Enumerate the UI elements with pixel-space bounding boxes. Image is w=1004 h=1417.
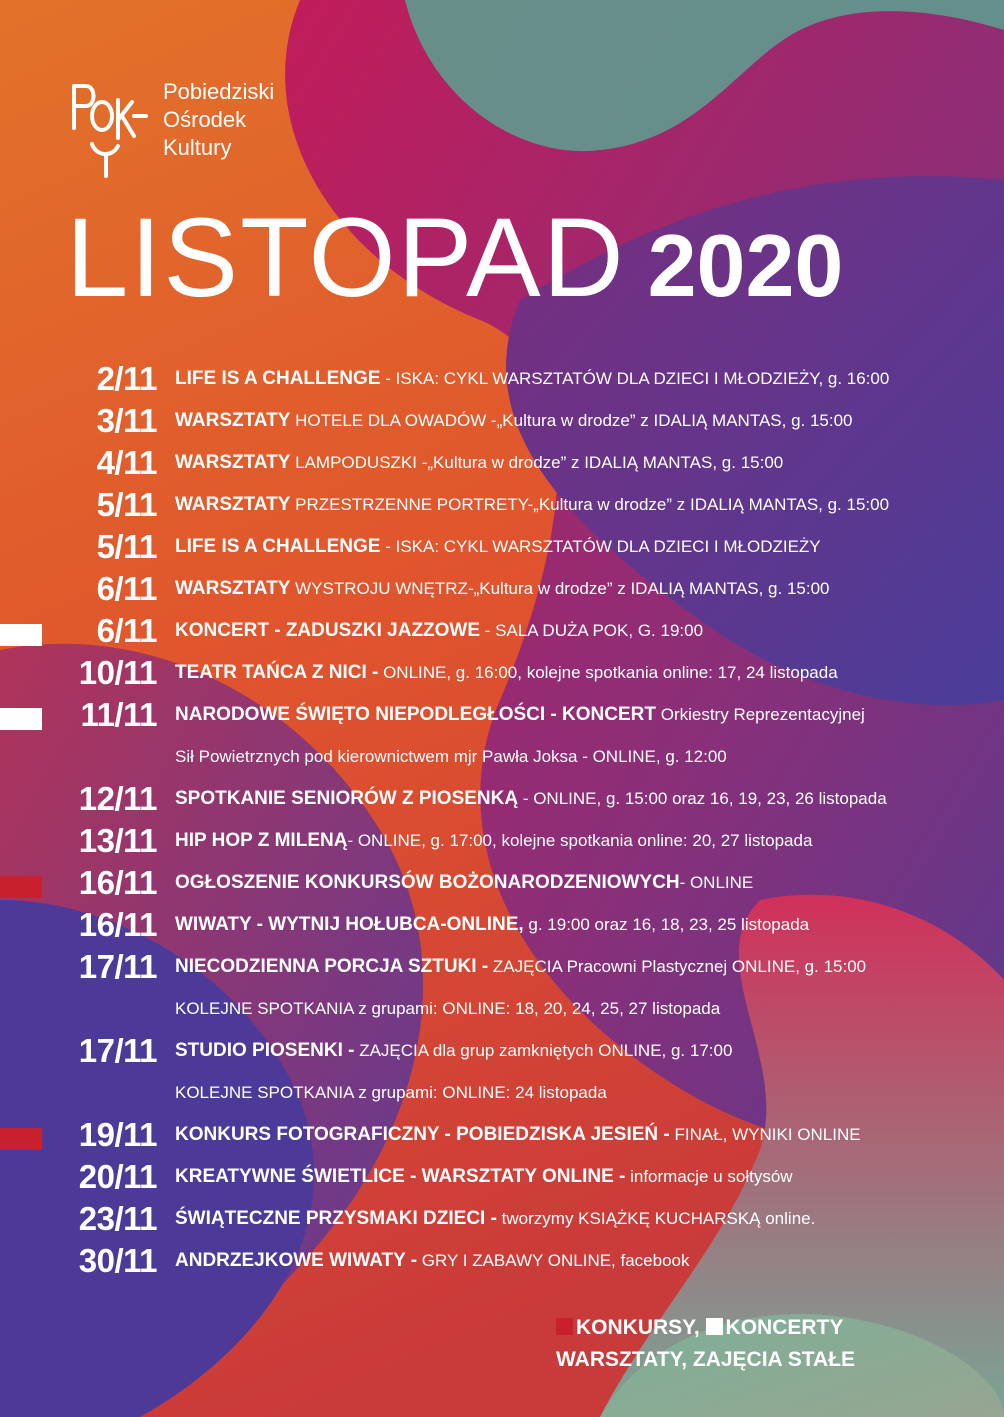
event-details: - ONLINE, g. 17:00, kolejne spotkania online: 20, 27 listopada xyxy=(347,831,813,850)
event-description xyxy=(175,1198,995,1240)
event-row xyxy=(0,694,1004,736)
org-name-line-3: Kultury xyxy=(163,135,232,160)
event-details: FINAŁ, WYNIKI ONLINE xyxy=(669,1125,861,1144)
event-row xyxy=(0,1156,1004,1198)
event-row xyxy=(0,946,1004,988)
event-details: ZAJĘCIA dla grup zamkniętych ONLINE, g. 17:00 xyxy=(354,1041,733,1060)
event-description xyxy=(175,778,995,820)
event-description xyxy=(175,568,995,610)
event-description xyxy=(175,904,995,946)
event-details: ONLINE, g. 16:00, kolejne spotkania online: 17, 24 listopada xyxy=(378,663,838,682)
event-date: 20/11 xyxy=(78,1158,157,1195)
title-year: 2020 xyxy=(647,216,844,315)
event-description xyxy=(175,988,995,1030)
event-date: 5/11 xyxy=(96,528,157,565)
event-details: PRZESTRZENNE PORTRETY-„Kultura w drodze” z IDALIĄ MANTAS, g. 15:00 xyxy=(290,495,890,514)
org-name-line-2: Ośrodek xyxy=(163,107,247,132)
event-title: ŚWIĄTECZNE PRZYSMAKI DZIECI - xyxy=(175,1208,497,1229)
event-row-continuation xyxy=(0,736,1004,778)
event-description xyxy=(175,1240,995,1282)
event-title: KONKURS FOTOGRAFICZNY - POBIEDZISKA JESIEŃ - xyxy=(175,1124,670,1145)
event-date: 5/11 xyxy=(96,486,157,523)
event-title: SPOTKANIE SENIORÓW Z PIOSENKĄ xyxy=(175,788,519,809)
legend-line-2: WARSZTATY, ZAJĘCIA STAŁE xyxy=(556,1348,856,1371)
white-square-icon xyxy=(706,1318,723,1335)
event-date: 6/11 xyxy=(96,612,157,649)
event-details: - SALA DUŻA POK, G. 19:00 xyxy=(480,621,704,640)
event-date: 2/11 xyxy=(96,360,157,397)
event-date: 16/11 xyxy=(78,864,157,901)
org-name-line-1: Pobiedziski xyxy=(163,79,275,104)
legend-koncerty: KONCERTY xyxy=(725,1316,844,1339)
event-row xyxy=(0,778,1004,820)
event-details: tworzymy KSIĄŻKĘ KUCHARSKĄ online. xyxy=(496,1209,816,1228)
event-details: LAMPODUSZKI -„Kultura w drodze” z IDALIĄ MANTAS, g. 15:00 xyxy=(290,453,784,472)
event-date: 11/11 xyxy=(80,696,157,733)
event-description xyxy=(175,946,995,988)
title-month: LISTOPAD xyxy=(66,195,626,320)
event-date: 17/11 xyxy=(78,948,157,985)
event-description xyxy=(175,652,995,694)
event-title: STUDIO PIOSENKI - xyxy=(175,1040,355,1061)
event-details: WYSTROJU WNĘTRZ-„Kultura w drodze” z IDALIĄ MANTAS, g. 15:00 xyxy=(290,579,830,598)
event-description xyxy=(175,1156,995,1198)
event-title: WARSZTATY xyxy=(175,452,291,473)
event-title: WARSZTATY xyxy=(175,410,291,431)
events-list xyxy=(0,358,1004,1282)
concert-marker xyxy=(0,624,42,646)
event-title: NIECODZIENNA PORCJA SZTUKI - xyxy=(175,956,489,977)
contest-marker xyxy=(0,1128,42,1150)
event-description xyxy=(175,610,995,652)
event-date: 3/11 xyxy=(96,402,157,439)
event-date: 10/11 xyxy=(78,654,157,691)
event-details: - ISKA: CYKL WARSZTATÓW DLA DZIECI I MŁODZIEŻY, g. 16:00 xyxy=(380,369,890,388)
event-details: - ONLINE xyxy=(679,873,754,892)
event-details: - ONLINE, g. 15:00 oraz 16, 19, 23, 26 listopada xyxy=(518,789,887,808)
event-description xyxy=(175,358,995,400)
legend-konkursy: KONKURSY, xyxy=(576,1316,700,1339)
event-row-continuation xyxy=(0,988,1004,1030)
event-row xyxy=(0,652,1004,694)
event-title: WARSZTATY xyxy=(175,578,291,599)
event-date: 4/11 xyxy=(96,444,157,481)
event-details: GRY I ZABAWY ONLINE, facebook xyxy=(417,1251,690,1270)
legend xyxy=(556,1312,855,1376)
organization-name xyxy=(163,78,274,162)
event-description xyxy=(175,694,995,736)
event-description xyxy=(175,1072,995,1114)
event-row xyxy=(0,526,1004,568)
event-title: ANDRZEJKOWE WIWATY - xyxy=(175,1250,418,1271)
event-description xyxy=(175,1114,995,1156)
event-row xyxy=(0,904,1004,946)
event-row xyxy=(0,1030,1004,1072)
event-details: - ISKA: CYKL WARSZTATÓW DLA DZIECI I MŁODZIEŻY xyxy=(380,537,821,556)
event-date: 12/11 xyxy=(78,780,157,817)
event-row xyxy=(0,484,1004,526)
event-title: LIFE IS A CHALLENGE xyxy=(175,368,381,389)
event-description xyxy=(175,862,995,904)
event-description xyxy=(175,526,995,568)
event-row xyxy=(0,610,1004,652)
event-date: 17/11 xyxy=(78,1032,157,1069)
event-details: Sił Powietrznych pod kierownictwem mjr Pawła Joksa - ONLINE, g. 12:00 xyxy=(175,747,727,766)
event-row xyxy=(0,442,1004,484)
event-date: 13/11 xyxy=(78,822,157,859)
event-description xyxy=(175,442,995,484)
event-title: OGŁOSZENIE KONKURSÓW BOŻONARODZENIOWYCH xyxy=(175,872,680,893)
event-description xyxy=(175,820,995,862)
event-date: 19/11 xyxy=(78,1116,157,1153)
event-details: g. 19:00 oraz 16, 18, 23, 25 listopada xyxy=(523,915,810,934)
event-title: WARSZTATY xyxy=(175,494,291,515)
event-date: 30/11 xyxy=(78,1242,157,1279)
event-row xyxy=(0,1114,1004,1156)
red-square-icon xyxy=(556,1318,573,1335)
event-title: KONCERT - ZADUSZKI JAZZOWE xyxy=(175,620,481,641)
event-row xyxy=(0,568,1004,610)
event-details: informacje u sołtysów xyxy=(625,1167,793,1186)
event-title: TEATR TAŃCA Z NICI - xyxy=(175,662,379,683)
event-details: ZAJĘCIA Pracowni Plastycznej ONLINE, g. 15:00 xyxy=(488,957,867,976)
event-row xyxy=(0,862,1004,904)
event-title: HIP HOP Z MILENĄ xyxy=(175,830,348,851)
event-date: 6/11 xyxy=(96,570,157,607)
event-row-continuation xyxy=(0,1072,1004,1114)
event-description xyxy=(175,1030,995,1072)
event-row xyxy=(0,358,1004,400)
event-details: HOTELE DLA OWADÓW -„Kultura w drodze” z IDALIĄ MANTAS, g. 15:00 xyxy=(290,411,853,430)
event-details: KOLEJNE SPOTKANIA z grupami: ONLINE: 24 listopada xyxy=(175,1083,607,1102)
event-title: NARODOWE ŚWIĘTO NIEPODLEGŁOŚCI - KONCERT xyxy=(175,704,656,725)
contest-marker xyxy=(0,876,42,898)
event-row xyxy=(0,1198,1004,1240)
concert-marker xyxy=(0,708,42,730)
event-description xyxy=(175,484,995,526)
event-title: LIFE IS A CHALLENGE xyxy=(175,536,381,557)
event-description xyxy=(175,400,995,442)
event-row xyxy=(0,400,1004,442)
event-details: Orkiestry Reprezentacyjnej xyxy=(656,705,865,724)
event-row xyxy=(0,1240,1004,1282)
pok-logo xyxy=(68,78,148,178)
event-date: 23/11 xyxy=(78,1200,157,1237)
event-description xyxy=(175,736,995,778)
event-details: KOLEJNE SPOTKANIA z grupami: ONLINE: 18, 20, 24, 25, 27 listopada xyxy=(175,999,721,1018)
event-title: WIWATY - WYTNIJ HOŁUBCA-ONLINE, xyxy=(175,914,524,935)
event-date: 16/11 xyxy=(78,906,157,943)
event-title: KREATYWNE ŚWIETLICE - WARSZTATY ONLINE - xyxy=(175,1166,626,1187)
page-title xyxy=(66,195,844,320)
event-row xyxy=(0,820,1004,862)
